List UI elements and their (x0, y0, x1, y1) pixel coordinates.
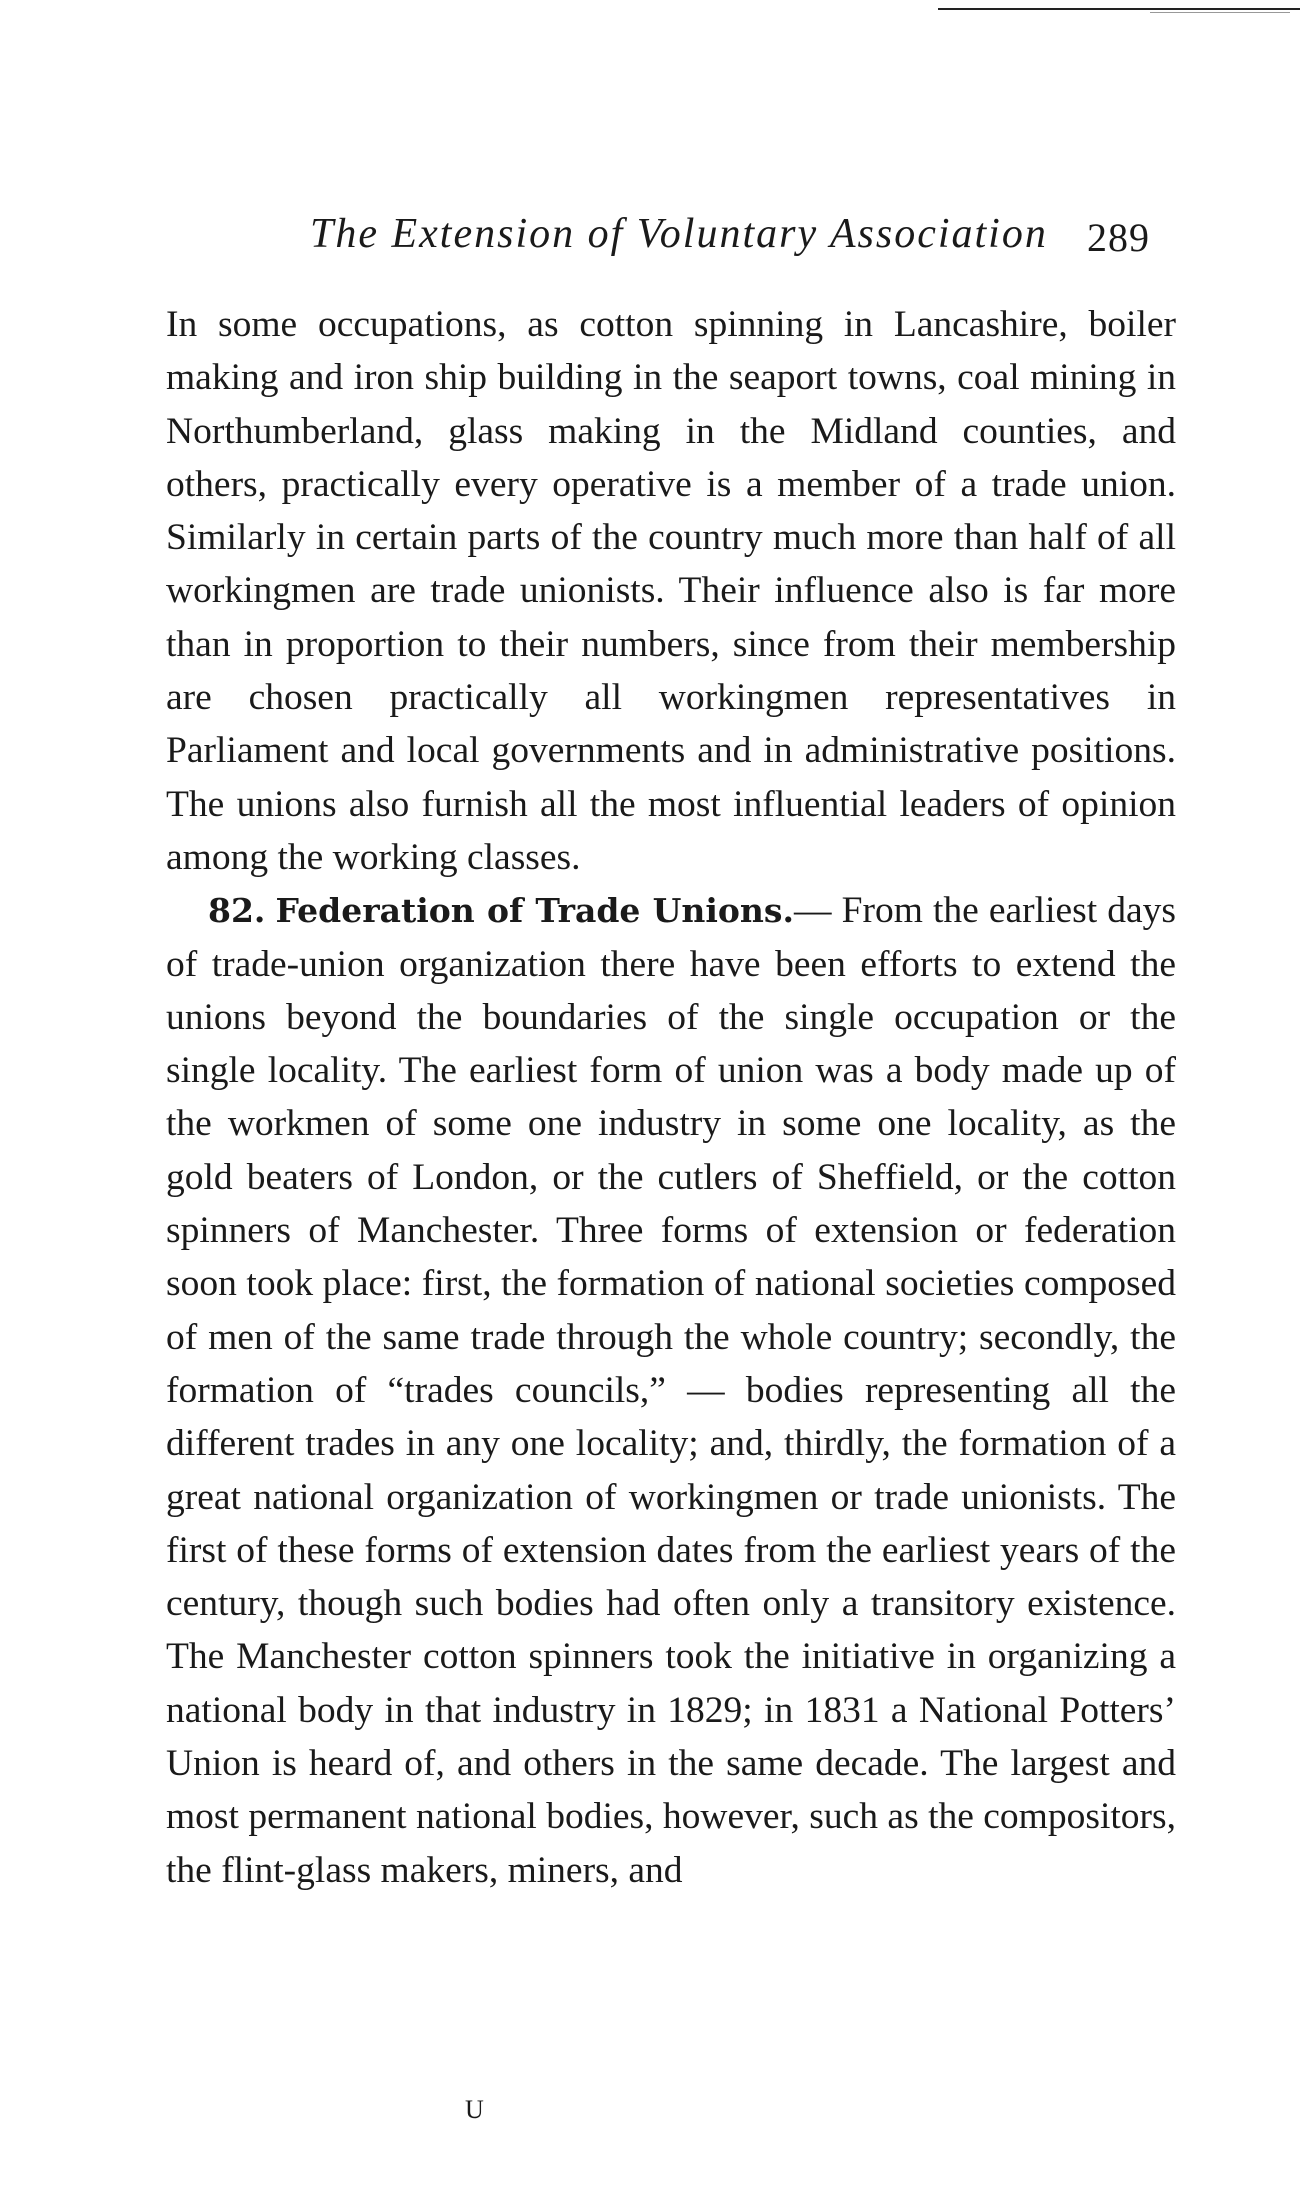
section-title: Federation of Trade Unions. (275, 891, 794, 931)
signature-mark: U (465, 2095, 485, 2124)
top-edge-rule (938, 8, 1300, 10)
running-head (160, 210, 1170, 270)
top-edge-rule-faint (1150, 12, 1290, 13)
paragraph-federation-of-trade-unions (166, 884, 1176, 1897)
section-number: 82. (208, 891, 266, 931)
paragraph-trade-union-membership (166, 298, 1176, 884)
page-number: 289 (1087, 215, 1150, 260)
body-text (166, 298, 1176, 1897)
running-head-title: The Extension of Voluntary Association (310, 211, 1048, 257)
paragraph-text: In some occupations, as cotton spinning in Lancashire, boiler making and iron ship building in the seaport towns, coal mining in Northumberland, glass making in the Midland counties, and others, practically every operative is a member of a trade union. Similarly in certain parts of the country much more than half of all workingmen are trade unionists. Their influence also is far more than in proportion to their numbers, since from their membership are chosen practically all workingmen representatives in Parliament and local governments and in administrative positions. The unions also furnish all the most influential leaders of opinion among the working classes. (166, 304, 1176, 878)
paragraph-text: — From the earliest days of trade-union organization there have been efforts to extend the unions beyond the boundaries of the single occupation or the single locality. The earliest form of union was a body made up of the workmen of some one industry in some one locality, as the gold beaters of London, or the cutlers of Sheffield, or the cotton spinners of Manchester. Three forms of extension or federation soon took place: first, the formation of national societies composed of men of the same trade through the whole country; secondly, the formation of “trades councils,” — bodies representing all the different trades in any one locality; and, thirdly, the formation of a great national organization of workingmen or trade unionists. The first of these forms of extension dates from the earliest years of the century, though such bodies had often only a transitory existence. The Manchester cotton spinners took the initiative in organizing a national body in that industry in 1829; in 1831 a National Potters’ Union is heard of, and others in the same decade. The largest and most permanent national bodies, however, such as the compositors, the flint-glass makers, miners, and (166, 890, 1176, 1891)
